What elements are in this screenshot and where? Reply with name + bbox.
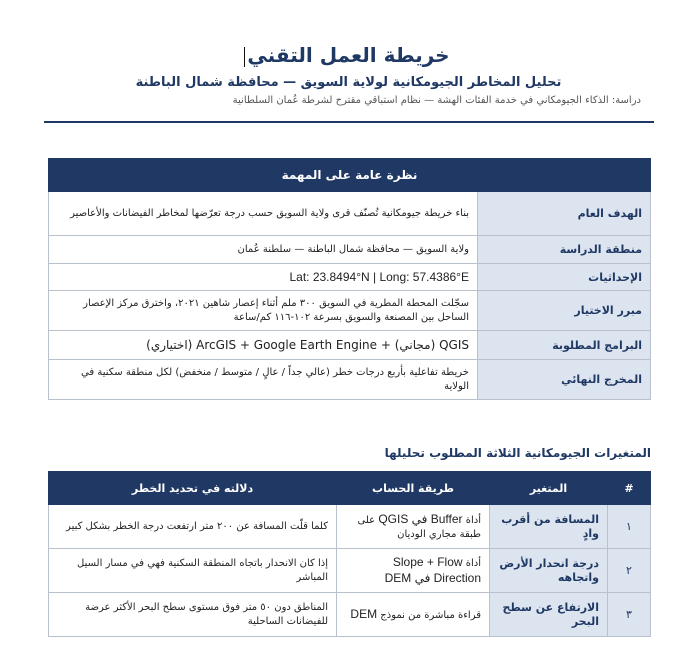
variables-section-title: المتغيرات الجيومكانية الثلاثة المطلوب تحليلها (384, 446, 651, 460)
column-header-method: طريقة الحساب (337, 472, 490, 505)
overview-table (48, 158, 651, 400)
overview-label: الإحداثيات (478, 264, 651, 291)
overview-value: سجّلت المحطة المطرية في السويق ٣٠٠ ملم أثناء إعصار شاهين ٢٠٢١، واخترق مركز الإعصار الساحل بين المصنعة والسويق بسرعة ١٠٢-١١٦ كم/ساعة (49, 291, 478, 331)
table-row (49, 593, 651, 637)
method-prefix: أداة (465, 557, 481, 569)
method-tool: DEM (350, 606, 378, 621)
variables-table (48, 471, 651, 637)
study-line: دراسة: الذكاء الجيومكاني في خدمة الفئات الهشة — نظام استباقي مقترح لشرطة عُمان السلطانية (232, 95, 641, 106)
header-divider (44, 121, 654, 123)
row-method (337, 549, 490, 593)
row-significance: كلما قلّت المسافة عن ٢٠٠ متر ارتفعت درجة الخطر بشكل كبير (49, 505, 337, 549)
variables-header-row (49, 472, 651, 505)
row-variable: الارتفاع عن سطح البحر (490, 593, 608, 637)
overview-heading: نظرة عامة على المهمة (49, 159, 651, 192)
row-index: ٣ (608, 593, 651, 637)
column-header-variable: المتغير (490, 472, 608, 505)
overview-value: ولاية السويق — محافظة شمال الباطنة — سلطنة عُمان (49, 236, 478, 264)
overview-value: خريطة تفاعلية بأربع درجات خطر (عالي جداً / عالٍ / متوسط / منخفض) لكل منطقة سكنية في الولاية (49, 360, 478, 400)
method-tool: Slope + Flow Direction في DEM (384, 554, 481, 585)
method-prefix: قراءة مباشرة من نموذج (380, 609, 481, 621)
overview-label: البرامج المطلوبة (478, 331, 651, 360)
overview-value-software: QGIS (مجاني) + ArcGIS + Google Earth Engine (اختياري) (49, 331, 478, 360)
document-header (44, 42, 653, 108)
table-row (49, 549, 651, 593)
row-method (337, 593, 490, 637)
overview-row (49, 192, 651, 236)
row-method (337, 505, 490, 549)
row-variable: درجة انحدار الأرض واتجاهه (490, 549, 608, 593)
method-prefix: أداة (465, 514, 481, 526)
overview-heading-row (49, 159, 651, 192)
overview-row (49, 331, 651, 360)
row-index: ١ (608, 505, 651, 549)
document-title[interactable] (247, 42, 449, 68)
row-index: ٢ (608, 549, 651, 593)
document-subtitle: تحليل المخاطر الجيومكانية لولاية السويق — محافظة شمال الباطنة (135, 75, 562, 90)
row-variable: المسافة من أقرب وادٍ (490, 505, 608, 549)
document-title-text: خريطة العمل التقني (247, 43, 450, 67)
row-significance: إذا كان الانحدار باتجاه المنطقة السكنية فهي في مسار السيل المباشر (49, 549, 337, 593)
overview-row (49, 236, 651, 264)
overview-value: بناء خريطة جيومكانية تُصنّف قرى ولاية السويق حسب درجة تعرّضها لمخاطر الفيضانات والأعاصير (49, 192, 478, 236)
method-suffix: على طبقة مجاري الوديان (357, 514, 481, 540)
overview-row (49, 360, 651, 400)
overview-label: المخرج النهائي (478, 360, 651, 400)
text-cursor (244, 47, 245, 67)
method-tool: Buffer في QGIS (378, 511, 463, 526)
table-row (49, 505, 651, 549)
overview-row (49, 291, 651, 331)
overview-label: مبرر الاختيار (478, 291, 651, 331)
overview-label: الهدف العام (478, 192, 651, 236)
column-header-index: # (608, 472, 651, 505)
overview-label: منطقة الدراسة (478, 236, 651, 264)
overview-row (49, 264, 651, 291)
overview-value-coordinates: Lat: 23.8494°N | Long: 57.4386°E (49, 264, 478, 291)
column-header-significance: دلالته في تحديد الخطر (49, 472, 337, 505)
row-significance: المناطق دون ٥٠ متر فوق مستوى سطح البحر الأكثر عرضة للفيضانات الساحلية (49, 593, 337, 637)
